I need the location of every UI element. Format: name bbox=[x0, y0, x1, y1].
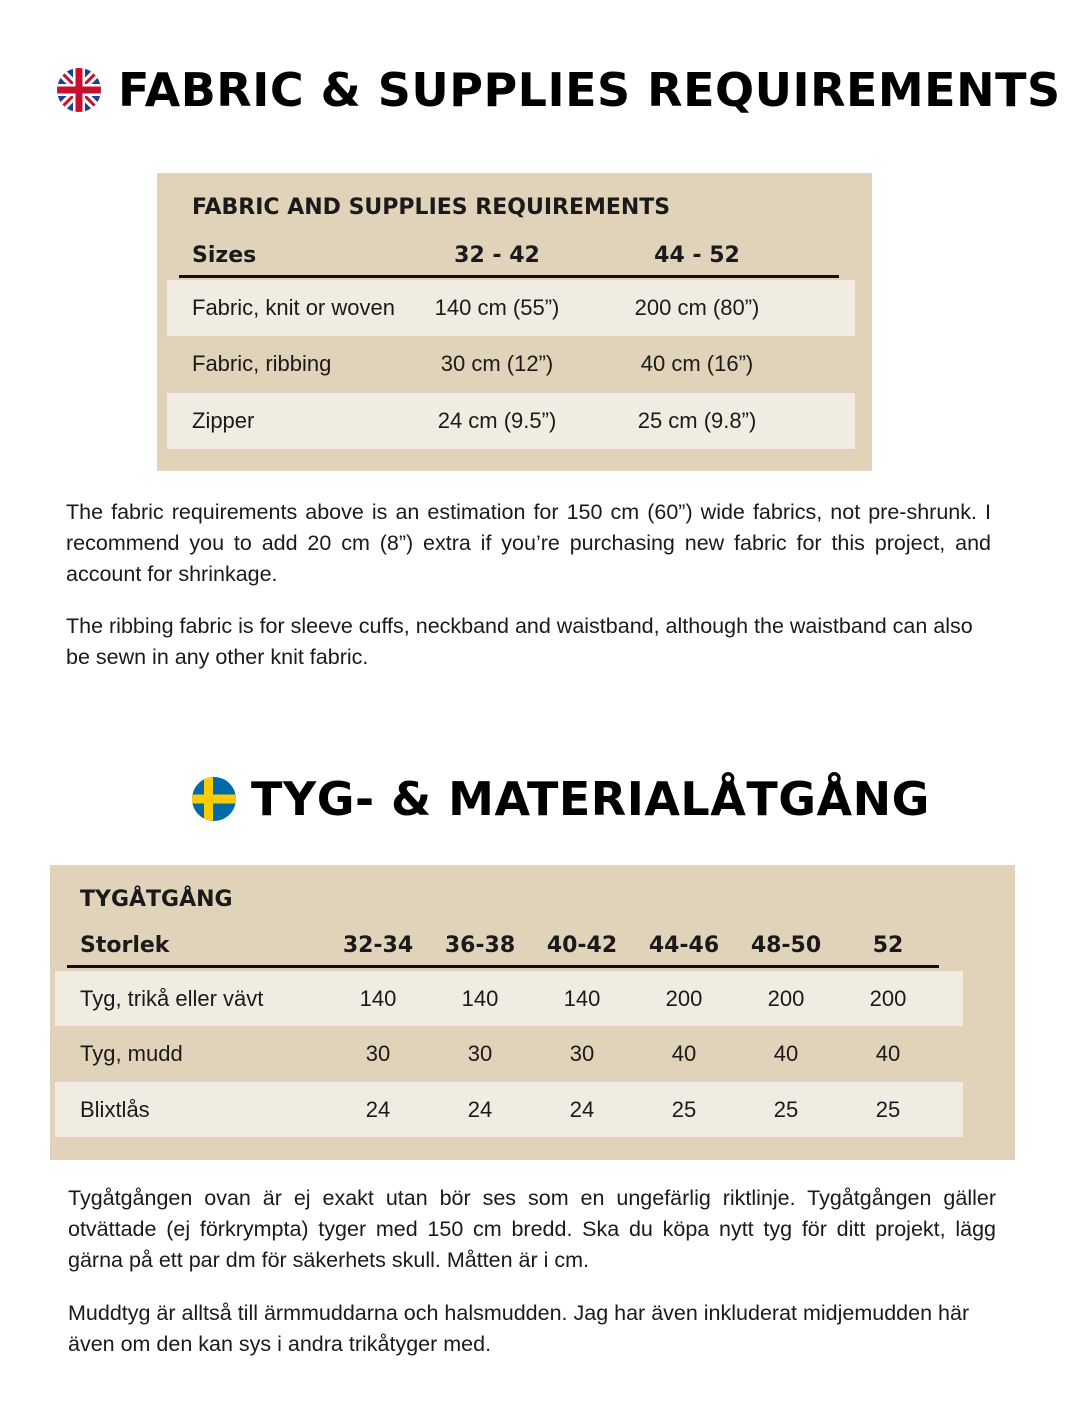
swedish-table-panel bbox=[50, 865, 1015, 1160]
row-label: Blixtlås bbox=[80, 1096, 150, 1122]
header-size: 36-38 bbox=[444, 932, 516, 958]
row-label: Zipper bbox=[192, 408, 255, 433]
row-value: 40 bbox=[875, 1040, 901, 1066]
row-value: 140 bbox=[359, 985, 397, 1011]
swedish-table-title: TYGÅTGÅNG bbox=[80, 887, 233, 912]
header-size-range-1: 32 - 42 bbox=[454, 242, 540, 268]
table-row bbox=[55, 971, 963, 1026]
sweden-flag-icon bbox=[191, 776, 237, 822]
row-value: 30 bbox=[569, 1040, 595, 1066]
row-value: 200 bbox=[665, 985, 703, 1011]
table-row bbox=[55, 1082, 963, 1137]
header-size: 44-46 bbox=[648, 932, 720, 958]
table-row bbox=[167, 393, 855, 449]
row-label: Fabric, knit or woven bbox=[192, 295, 395, 320]
header-size: 52 bbox=[872, 932, 904, 958]
row-value: 140 cm (55”) bbox=[434, 295, 560, 320]
header-sizes: Sizes bbox=[192, 242, 257, 268]
swedish-table-header bbox=[67, 925, 939, 968]
english-heading-text: FABRIC & SUPPLIES REQUIREMENTS bbox=[118, 63, 1061, 117]
row-value: 140 bbox=[461, 985, 499, 1011]
english-table-header bbox=[179, 235, 839, 278]
row-value: 25 bbox=[773, 1096, 799, 1122]
row-value: 24 bbox=[467, 1096, 493, 1122]
header-size-range-2: 44 - 52 bbox=[654, 242, 740, 268]
row-label: Tyg, trikå eller vävt bbox=[80, 985, 264, 1011]
swedish-paragraph-1: Tygåtgången ovan är ej exakt utan bör ses som en ungefärlig riktlinje. Tygåtgången gäller otvättade (ej förkrympta) tyger med 150 cm bredd. Ska du köpa nytt tyg för ditt projekt, lägg gärna på ett par dm för säkerhets skull. Måtten är i cm. bbox=[68, 1186, 996, 1272]
row-value: 40 bbox=[773, 1040, 799, 1066]
english-paragraph-2: The ribbing fabric is for sleeve cuffs, neckband and waistband, although the waistband can also be sewn in any other knit fabric. bbox=[66, 614, 973, 669]
row-value: 200 cm (80”) bbox=[634, 295, 760, 320]
header-storlek: Storlek bbox=[80, 932, 170, 958]
row-value: 24 cm (9.5”) bbox=[437, 408, 557, 433]
table-row bbox=[167, 280, 855, 336]
row-value: 25 bbox=[875, 1096, 901, 1122]
header-size: 48-50 bbox=[750, 932, 822, 958]
english-table-title: FABRIC AND SUPPLIES REQUIREMENTS bbox=[192, 195, 671, 220]
row-value: 200 bbox=[869, 985, 907, 1011]
row-value: 200 bbox=[767, 985, 805, 1011]
row-value: 30 cm (12”) bbox=[440, 351, 554, 376]
english-table-panel bbox=[157, 173, 872, 471]
row-value: 30 bbox=[467, 1040, 493, 1066]
row-value: 24 bbox=[569, 1096, 595, 1122]
row-value: 25 bbox=[671, 1096, 697, 1122]
row-value: 24 bbox=[365, 1096, 391, 1122]
row-value: 40 cm (16”) bbox=[640, 351, 754, 376]
swedish-heading bbox=[191, 768, 930, 830]
row-label: Tyg, mudd bbox=[80, 1040, 183, 1066]
header-size: 32-34 bbox=[342, 932, 414, 958]
row-label: Fabric, ribbing bbox=[192, 351, 332, 376]
row-value: 140 bbox=[563, 985, 601, 1011]
row-value: 25 cm (9.8”) bbox=[637, 408, 757, 433]
header-size: 40-42 bbox=[546, 932, 618, 958]
row-value: 30 bbox=[365, 1040, 391, 1066]
swedish-paragraph-2: Muddtyg är alltså till ärmmuddarna och halsmudden. Jag har även inkluderat midjemudden här även om den kan sys i andra trikåtyger med. bbox=[68, 1301, 970, 1356]
swedish-heading-text: TYG- & MATERIALÅTGÅNG bbox=[251, 772, 930, 826]
row-value: 40 bbox=[671, 1040, 697, 1066]
table-row bbox=[55, 1026, 963, 1081]
uk-flag-icon bbox=[56, 67, 102, 113]
english-heading bbox=[56, 60, 1061, 120]
english-paragraph-1: The fabric requirements above is an estimation for 150 cm (60”) wide fabrics, not pre-shrunk. I recommend you to add 20 cm (8”) extra if you’re purchasing new fabric for this project, and account for shrinkage. bbox=[66, 500, 991, 586]
table-row bbox=[167, 336, 855, 392]
